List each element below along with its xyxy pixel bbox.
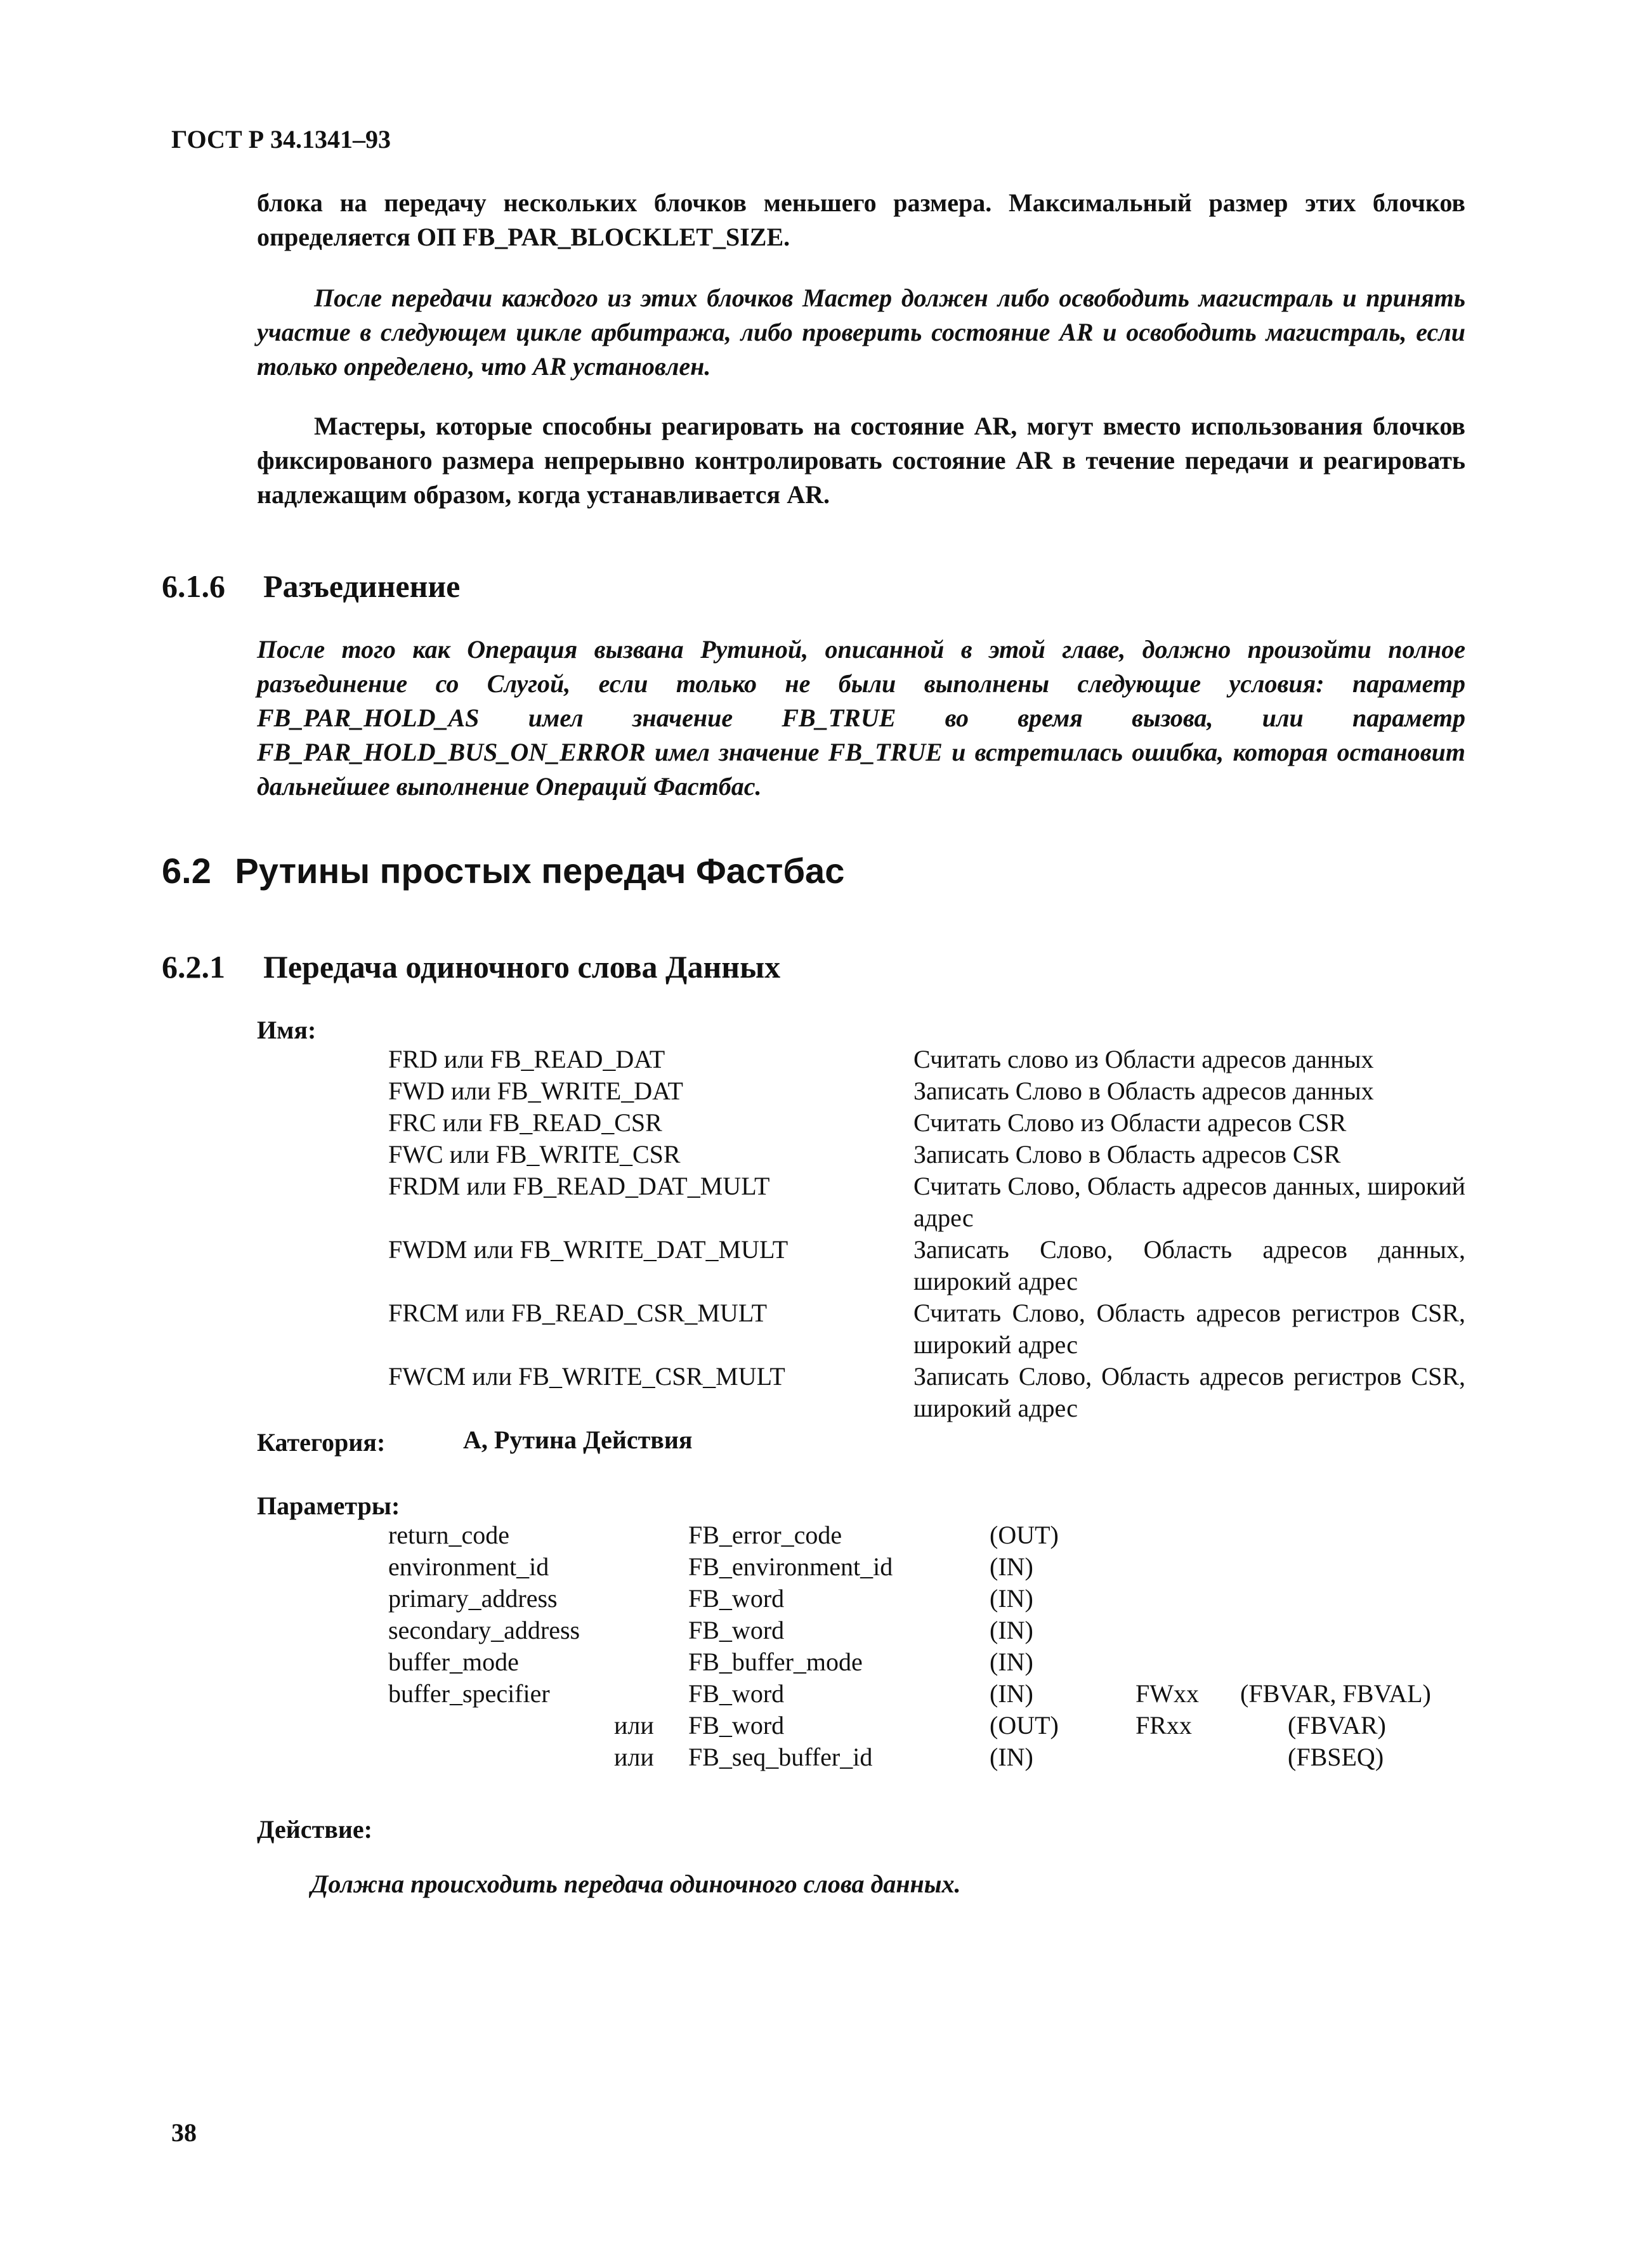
param-type: FB_error_code [688,1521,842,1549]
param-type: FB_environment_id [688,1552,893,1581]
routine-name: FRDM или FB_READ_DAT_MULT [388,1172,770,1200]
param-direction: (IN) [990,1552,1033,1581]
paragraph-master-release: После передачи каждого из этих блочков Мастер должен либо освободить магистраль и принять участие в следующем цикле арбитража, либо проверить состояние AR и освободить магистраль, если только определено, что AR установлен. [257,284,1465,381]
param-buffer-note: (FBSEQ) [1288,1743,1384,1771]
routine-description: Считать Слово из Области адресов CSR [913,1108,1347,1137]
routine-description: Считать слово из Области адресов данных [913,1045,1374,1073]
param-name: return_code [388,1521,510,1549]
parameters-label: Параметры: [257,1491,400,1520]
category-value: А, Рутина Действия [463,1426,693,1454]
param-direction: (IN) [990,1679,1033,1708]
param-type: FB_buffer_mode [688,1648,863,1676]
page-number: 38 [171,2118,197,2147]
action-text: Должна происходить передача одиночного слова данных. [311,1870,961,1898]
param-routine-code: FWxx [1135,1679,1199,1708]
section-title: Рутины простых передач Фастбас [235,851,845,891]
routine-description: Считать Слово, Область адресов данных, широкий адрес [913,1172,1465,1232]
section-6-2-heading [162,850,1177,891]
param-name: environment_id [388,1552,549,1581]
section-title: Передача одиночного слова Данных [263,949,781,985]
param-or: или [614,1743,654,1771]
routine-name: FRD или FB_READ_DAT [388,1045,665,1073]
action-label: Действие: [257,1815,372,1844]
section-6-1-6-text: После того как Операция вызвана Рутиной, описанной в этой главе, должно произойти полное разъединение со Слугой, если только не были выполнены следующие условия: параметр FB_PAR_HOLD_AS имел значение FB_TRUE во время вызова, или параметр FB_PAR_HOLD_BUS_ON_ERROR имел значение FB_TRUE и встретилась ошибка, которая остановит дальнейшее выполнение Операций Фастбас. [257,635,1465,801]
routine-description: Записать Слово в Область адресов CSR [913,1140,1341,1169]
param-routine-code: FRxx [1135,1711,1192,1740]
section-number: 6.2.1 [162,949,225,985]
param-type: FB_word [688,1584,785,1613]
param-direction: (IN) [990,1648,1033,1676]
routine-name: FWCM или FB_WRITE_CSR_MULT [388,1362,785,1391]
param-buffer-note: (FBVAR, FBVAL) [1240,1679,1431,1708]
document-code-header: ГОСТ Р 34.1341–93 [171,125,391,154]
param-name: buffer_specifier [388,1679,550,1708]
routine-name: FRCM или FB_READ_CSR_MULT [388,1299,768,1327]
routine-name: FWDM или FB_WRITE_DAT_MULT [388,1235,789,1264]
param-direction: (OUT) [990,1521,1059,1549]
param-name: primary_address [388,1584,558,1613]
param-direction: (IN) [990,1743,1033,1771]
param-direction: (IN) [990,1584,1033,1613]
param-direction: (OUT) [990,1711,1059,1740]
section-number: 6.1.6 [162,568,225,604]
routine-name: FWC или FB_WRITE_CSR [388,1140,681,1169]
param-type: FB_word [688,1616,785,1644]
routine-name: FRC или FB_READ_CSR [388,1108,662,1137]
routine-description: Считать Слово, Область адресов регистров CSR, широкий адрес [913,1299,1465,1359]
param-type: FB_word [688,1711,785,1740]
section-title: Разъединение [263,568,461,604]
paragraph-ar-monitoring: Мастеры, которые способны реагировать на состояние AR, могут вместо использования блочков фиксированого размера непрерывно контролировать состояние AR в течение передачи и реагировать надлежащим образом, когда устанавливается AR. [257,412,1465,509]
routine-description: Записать Слово, Область адресов данных, широкий адрес [913,1235,1465,1295]
category-label: Категория: [257,1428,386,1457]
param-name: secondary_address [388,1616,580,1644]
section-number: 6.2 [162,851,211,891]
name-label: Имя: [257,1016,317,1044]
param-buffer-note: (FBVAR) [1288,1711,1386,1740]
routine-description: Записать Слово в Область адресов данных [913,1077,1374,1105]
param-type: FB_seq_buffer_id [688,1743,873,1771]
param-name: buffer_mode [388,1648,519,1676]
routine-description: Записать Слово, Область адресов регистров CSR, широкий адрес [913,1362,1465,1422]
param-type: FB_word [688,1679,785,1708]
routine-name: FWD или FB_WRITE_DAT [388,1077,683,1105]
paragraph-blocklet-size: блока на передачу нескольких блочков меньшего размера. Максимальный размер этих блочков определяется ОП FB_PAR_BLOCKLET_SIZE. [257,188,1465,251]
param-direction: (IN) [990,1616,1033,1644]
param-or: или [614,1711,654,1740]
